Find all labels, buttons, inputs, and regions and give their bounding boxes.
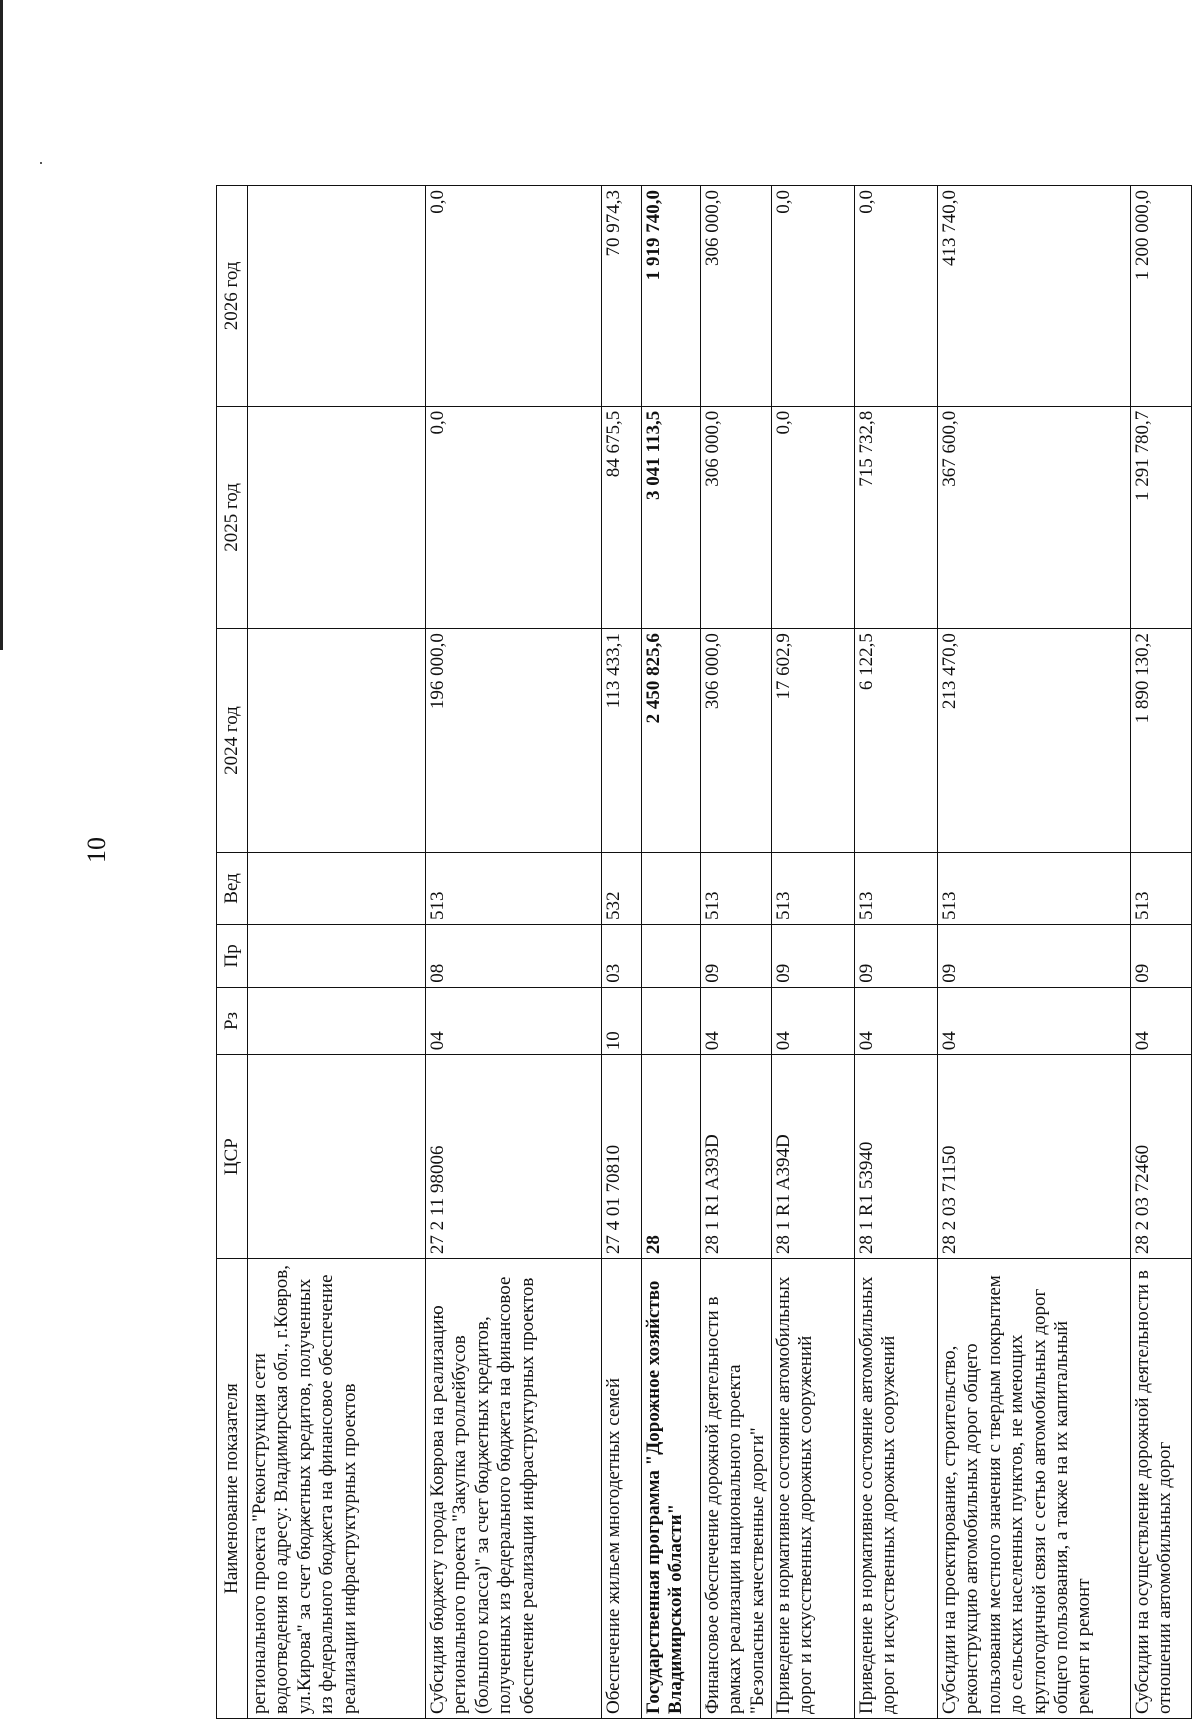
cell-rz: 10: [602, 987, 642, 1054]
header-pr: Пр: [217, 924, 248, 987]
cell-ved: 513: [701, 852, 772, 924]
cell-csr: 28 2 03 71150: [938, 1055, 1131, 1259]
cell-csr: 28 1 R1 53940: [855, 1055, 938, 1259]
cell-pr: [642, 924, 701, 987]
cell-2025: 84 675,5: [602, 406, 642, 628]
table-row: [426, 186, 602, 1719]
cell-csr: [248, 1055, 426, 1259]
cell-2025: 0,0: [426, 406, 602, 628]
table-row: [772, 186, 855, 1719]
cell-ved: 532: [602, 852, 642, 924]
cell-pr: [248, 924, 426, 987]
page-number: 10: [82, 837, 111, 863]
cell-2025: 306 000,0: [701, 406, 772, 628]
cell-rz: 04: [772, 987, 855, 1054]
cell-name: Приведение в нормативное состояние автомобильных дорог и искусственных дорожных сооружений: [855, 1259, 938, 1719]
cell-rz: 04: [855, 987, 938, 1054]
cell-2024: 213 470,0: [938, 629, 1131, 853]
cell-rz: 04: [938, 987, 1131, 1054]
cell-2024: 6 122,5: [855, 629, 938, 853]
cell-ved: [642, 852, 701, 924]
cell-2026: 306 000,0: [701, 186, 772, 407]
cell-2026: 1 919 740,0: [642, 186, 701, 407]
cell-rz: 04: [426, 987, 602, 1054]
cell-csr: 28 2 03 72460: [1131, 1055, 1192, 1259]
cell-rz: 04: [1131, 987, 1192, 1054]
cell-name: Субсидии на проектирование, строительство, реконструкцию автомобильных дорог общего пользования местного значения с твердым покрытием до сельских населенных пунктов, не имеющих круглогодичной связи с сетью автомобильных дорог общего пользования, а также на их капитальный ремонт и ремонт: [938, 1259, 1131, 1719]
cell-2024: 113 433,1: [602, 629, 642, 853]
cell-name: Обеспечение жильем многодетных семей: [602, 1259, 642, 1719]
cell-pr: 03: [602, 924, 642, 987]
cell-csr: 27 2 11 98006: [426, 1055, 602, 1259]
cell-2024: 2 450 825,6: [642, 629, 701, 853]
cell-pr: 09: [938, 924, 1131, 987]
table-row-program-total: [642, 186, 701, 1719]
cell-rz: 04: [701, 987, 772, 1054]
cell-2025: 367 600,0: [938, 406, 1131, 628]
table-row: [1131, 186, 1192, 1719]
cell-2026: 0,0: [855, 186, 938, 407]
table-row: [855, 186, 938, 1719]
cell-2025: 1 291 780,7: [1131, 406, 1192, 628]
cell-2024: 196 000,0: [426, 629, 602, 853]
cell-csr: 28 1 R1 A394D: [772, 1055, 855, 1259]
cell-csr: 28: [642, 1055, 701, 1259]
cell-2025: 0,0: [772, 406, 855, 628]
header-2025: 2025 год: [217, 406, 248, 628]
cell-2026: [248, 186, 426, 407]
cell-ved: [248, 852, 426, 924]
cell-ved: 513: [855, 852, 938, 924]
cell-2024: 17 602,9: [772, 629, 855, 853]
cell-name: регионального проекта "Реконструкция сети водоотведения по адресу: Владимирская обл., г.Ковров, ул.Кирова" за счет бюджетных кредитов, полученных из федерального бюджета на финансовое обеспечение реализации инфраструктурных проектов: [248, 1259, 426, 1719]
budget-table-container: [216, 185, 1176, 1719]
cell-2024: [248, 629, 426, 853]
cell-pr: 08: [426, 924, 602, 987]
table-row: [248, 186, 426, 1719]
cell-2026: 70 974,3: [602, 186, 642, 407]
header-rz: Рз: [217, 987, 248, 1054]
cell-2024: 1 890 130,2: [1131, 629, 1192, 853]
cell-rz: [248, 987, 426, 1054]
budget-table: [216, 185, 1192, 1719]
cell-name: Субсидии на осуществление дорожной деятельности в отношении автомобильных дорог: [1131, 1259, 1192, 1719]
table-row: [602, 186, 642, 1719]
header-ved: Вед: [217, 852, 248, 924]
table-row: [938, 186, 1131, 1719]
cell-2024: 306 000,0: [701, 629, 772, 853]
scan-speck: [40, 162, 42, 164]
cell-2026: 0,0: [426, 186, 602, 407]
cell-csr: 28 1 R1 A393D: [701, 1055, 772, 1259]
cell-ved: 513: [772, 852, 855, 924]
header-2026: 2026 год: [217, 186, 248, 407]
cell-name: Субсидия бюджету города Коврова на реализацию регионального проекта "Закупка троллейбусов (большого класса)" за счет бюджетных кредитов, полученных из федерального бюджета на финансовое обеспечение реализации инфраструктурных проектов: [426, 1259, 602, 1719]
header-csr: ЦСР: [217, 1055, 248, 1259]
cell-pr: 09: [855, 924, 938, 987]
cell-rz: [642, 987, 701, 1054]
header-indicator-name: Наименование показателя: [217, 1259, 248, 1719]
cell-name: Государственная программа "Дорожное хозяйство Владимирской области": [642, 1259, 701, 1719]
cell-2025: [248, 406, 426, 628]
cell-csr: 27 4 01 70810: [602, 1055, 642, 1259]
header-2024: 2024 год: [217, 629, 248, 853]
cell-2026: 0,0: [772, 186, 855, 407]
table-header-row: [217, 186, 248, 1719]
cell-2025: 715 732,8: [855, 406, 938, 628]
cell-2026: 1 200 000,0: [1131, 186, 1192, 407]
cell-name: Приведение в нормативное состояние автомобильных дорог и искусственных дорожных сооружений: [772, 1259, 855, 1719]
cell-2025: 3 041 113,5: [642, 406, 701, 628]
cell-pr: 09: [772, 924, 855, 987]
cell-name: Финансовое обеспечение дорожной деятельности в рамках реализации национального проекта "Безопасные качественные дороги": [701, 1259, 772, 1719]
cell-ved: 513: [426, 852, 602, 924]
cell-2026: 413 740,0: [938, 186, 1131, 407]
cell-ved: 513: [938, 852, 1131, 924]
scan-edge-artifact: [0, 0, 3, 650]
table-row: [701, 186, 772, 1719]
cell-ved: 513: [1131, 852, 1192, 924]
cell-pr: 09: [701, 924, 772, 987]
cell-pr: 09: [1131, 924, 1192, 987]
